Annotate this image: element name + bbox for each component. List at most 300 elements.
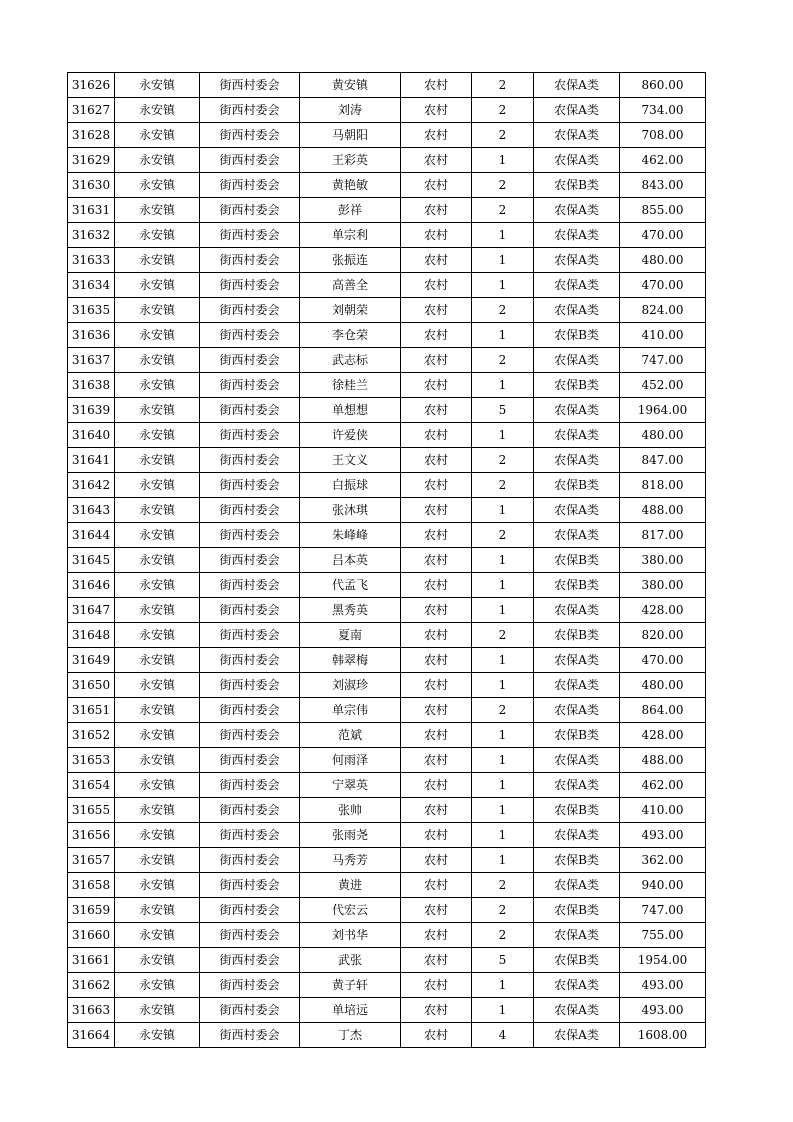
- row-id-cell: 31642: [68, 473, 115, 498]
- town-cell: 永安镇: [115, 373, 200, 398]
- name-cell: 张雨尧: [300, 823, 401, 848]
- area-type-cell: 农村: [401, 698, 472, 723]
- town-cell: 永安镇: [115, 398, 200, 423]
- table-row: [68, 223, 706, 248]
- area-type-cell: 农村: [401, 723, 472, 748]
- area-type-cell: 农村: [401, 973, 472, 998]
- village-committee-cell: 街西村委会: [200, 98, 300, 123]
- area-type-cell: 农村: [401, 348, 472, 373]
- category-cell: 农保B类: [534, 323, 620, 348]
- amount-cell: 410.00: [620, 798, 706, 823]
- table-row: [68, 523, 706, 548]
- table-row: [68, 473, 706, 498]
- household-count-cell: 2: [472, 473, 534, 498]
- area-type-cell: 农村: [401, 923, 472, 948]
- row-id-cell: 31645: [68, 548, 115, 573]
- amount-cell: 818.00: [620, 473, 706, 498]
- row-id-cell: 31663: [68, 998, 115, 1023]
- table-row: [68, 648, 706, 673]
- name-cell: 单想想: [300, 398, 401, 423]
- name-cell: 刘书华: [300, 923, 401, 948]
- name-cell: 马秀芳: [300, 848, 401, 873]
- household-count-cell: 1: [472, 548, 534, 573]
- town-cell: 永安镇: [115, 298, 200, 323]
- household-count-cell: 5: [472, 398, 534, 423]
- town-cell: 永安镇: [115, 473, 200, 498]
- table-row: [68, 748, 706, 773]
- name-cell: 刘朝荣: [300, 298, 401, 323]
- amount-cell: 755.00: [620, 923, 706, 948]
- area-type-cell: 农村: [401, 798, 472, 823]
- table-row: [68, 248, 706, 273]
- area-type-cell: 农村: [401, 523, 472, 548]
- table-row: [68, 598, 706, 623]
- amount-cell: 493.00: [620, 973, 706, 998]
- household-count-cell: 1: [472, 273, 534, 298]
- table-row: [68, 848, 706, 873]
- row-id-cell: 31631: [68, 198, 115, 223]
- table-row: [68, 148, 706, 173]
- amount-cell: 480.00: [620, 248, 706, 273]
- town-cell: 永安镇: [115, 423, 200, 448]
- town-cell: 永安镇: [115, 773, 200, 798]
- category-cell: 农保A类: [534, 923, 620, 948]
- town-cell: 永安镇: [115, 673, 200, 698]
- category-cell: 农保B类: [534, 373, 620, 398]
- name-cell: 韩翠梅: [300, 648, 401, 673]
- category-cell: 农保A类: [534, 348, 620, 373]
- town-cell: 永安镇: [115, 973, 200, 998]
- town-cell: 永安镇: [115, 348, 200, 373]
- amount-cell: 428.00: [620, 723, 706, 748]
- category-cell: 农保A类: [534, 523, 620, 548]
- household-count-cell: 1: [472, 498, 534, 523]
- village-committee-cell: 街西村委会: [200, 948, 300, 973]
- row-id-cell: 31632: [68, 223, 115, 248]
- area-type-cell: 农村: [401, 73, 472, 98]
- household-count-cell: 1: [472, 248, 534, 273]
- village-committee-cell: 街西村委会: [200, 898, 300, 923]
- name-cell: 单宗利: [300, 223, 401, 248]
- table-row: [68, 573, 706, 598]
- row-id-cell: 31630: [68, 173, 115, 198]
- village-committee-cell: 街西村委会: [200, 723, 300, 748]
- row-id-cell: 31636: [68, 323, 115, 348]
- row-id-cell: 31635: [68, 298, 115, 323]
- category-cell: 农保B类: [534, 548, 620, 573]
- town-cell: 永安镇: [115, 523, 200, 548]
- table-row: [68, 298, 706, 323]
- village-committee-cell: 街西村委会: [200, 173, 300, 198]
- name-cell: 吕本英: [300, 548, 401, 573]
- amount-cell: 462.00: [620, 773, 706, 798]
- category-cell: 农保A类: [534, 1023, 620, 1048]
- category-cell: 农保A类: [534, 273, 620, 298]
- name-cell: 宁翠英: [300, 773, 401, 798]
- table-row: [68, 1023, 706, 1048]
- village-committee-cell: 街西村委会: [200, 823, 300, 848]
- amount-cell: 470.00: [620, 273, 706, 298]
- table-row: [68, 998, 706, 1023]
- town-cell: 永安镇: [115, 823, 200, 848]
- household-count-cell: 1: [472, 823, 534, 848]
- name-cell: 黄进: [300, 873, 401, 898]
- row-id-cell: 31659: [68, 898, 115, 923]
- amount-cell: 864.00: [620, 698, 706, 723]
- village-committee-cell: 街西村委会: [200, 123, 300, 148]
- table-row: [68, 673, 706, 698]
- town-cell: 永安镇: [115, 998, 200, 1023]
- town-cell: 永安镇: [115, 98, 200, 123]
- household-count-cell: 1: [472, 973, 534, 998]
- table-row: [68, 348, 706, 373]
- village-committee-cell: 街西村委会: [200, 798, 300, 823]
- name-cell: 范斌: [300, 723, 401, 748]
- amount-cell: 1954.00: [620, 948, 706, 973]
- town-cell: 永安镇: [115, 798, 200, 823]
- amount-cell: 380.00: [620, 548, 706, 573]
- category-cell: 农保A类: [534, 448, 620, 473]
- row-id-cell: 31648: [68, 623, 115, 648]
- village-committee-cell: 街西村委会: [200, 598, 300, 623]
- town-cell: 永安镇: [115, 623, 200, 648]
- amount-cell: 470.00: [620, 223, 706, 248]
- table-row: [68, 273, 706, 298]
- table-row: [68, 373, 706, 398]
- household-count-cell: 1: [472, 673, 534, 698]
- amount-cell: 1608.00: [620, 1023, 706, 1048]
- category-cell: 农保A类: [534, 423, 620, 448]
- town-cell: 永安镇: [115, 698, 200, 723]
- amount-cell: 493.00: [620, 998, 706, 1023]
- area-type-cell: 农村: [401, 98, 472, 123]
- amount-cell: 940.00: [620, 873, 706, 898]
- table-row: [68, 623, 706, 648]
- table-row: [68, 398, 706, 423]
- row-id-cell: 31638: [68, 373, 115, 398]
- table-row: [68, 448, 706, 473]
- household-count-cell: 2: [472, 873, 534, 898]
- name-cell: 武张: [300, 948, 401, 973]
- area-type-cell: 农村: [401, 423, 472, 448]
- table-row: [68, 123, 706, 148]
- town-cell: 永安镇: [115, 848, 200, 873]
- name-cell: 王文义: [300, 448, 401, 473]
- row-id-cell: 31639: [68, 398, 115, 423]
- category-cell: 农保A类: [534, 648, 620, 673]
- town-cell: 永安镇: [115, 898, 200, 923]
- area-type-cell: 农村: [401, 598, 472, 623]
- row-id-cell: 31654: [68, 773, 115, 798]
- table-row: [68, 498, 706, 523]
- village-committee-cell: 街西村委会: [200, 1023, 300, 1048]
- category-cell: 农保A类: [534, 223, 620, 248]
- row-id-cell: 31644: [68, 523, 115, 548]
- household-count-cell: 2: [472, 923, 534, 948]
- name-cell: 张沐琪: [300, 498, 401, 523]
- name-cell: 黑秀英: [300, 598, 401, 623]
- household-count-cell: 1: [472, 773, 534, 798]
- row-id-cell: 31661: [68, 948, 115, 973]
- village-committee-cell: 街西村委会: [200, 148, 300, 173]
- household-count-cell: 2: [472, 523, 534, 548]
- data-table: [67, 72, 706, 1048]
- amount-cell: 824.00: [620, 298, 706, 323]
- table-row: [68, 898, 706, 923]
- town-cell: 永安镇: [115, 873, 200, 898]
- household-count-cell: 1: [472, 998, 534, 1023]
- category-cell: 农保A类: [534, 673, 620, 698]
- town-cell: 永安镇: [115, 723, 200, 748]
- town-cell: 永安镇: [115, 198, 200, 223]
- amount-cell: 410.00: [620, 323, 706, 348]
- table-row: [68, 773, 706, 798]
- village-committee-cell: 街西村委会: [200, 573, 300, 598]
- name-cell: 代孟飞: [300, 573, 401, 598]
- household-count-cell: 1: [472, 323, 534, 348]
- amount-cell: 747.00: [620, 898, 706, 923]
- category-cell: 农保A类: [534, 498, 620, 523]
- village-committee-cell: 街西村委会: [200, 873, 300, 898]
- household-count-cell: 2: [472, 98, 534, 123]
- row-id-cell: 31653: [68, 748, 115, 773]
- household-count-cell: 2: [472, 198, 534, 223]
- household-count-cell: 2: [472, 698, 534, 723]
- name-cell: 武志标: [300, 348, 401, 373]
- name-cell: 高善全: [300, 273, 401, 298]
- category-cell: 农保A类: [534, 248, 620, 273]
- village-committee-cell: 街西村委会: [200, 248, 300, 273]
- village-committee-cell: 街西村委会: [200, 748, 300, 773]
- area-type-cell: 农村: [401, 373, 472, 398]
- household-count-cell: 2: [472, 348, 534, 373]
- name-cell: 刘淑珍: [300, 673, 401, 698]
- town-cell: 永安镇: [115, 123, 200, 148]
- category-cell: 农保A类: [534, 773, 620, 798]
- amount-cell: 860.00: [620, 73, 706, 98]
- village-committee-cell: 街西村委会: [200, 348, 300, 373]
- household-count-cell: 1: [472, 848, 534, 873]
- town-cell: 永安镇: [115, 1023, 200, 1048]
- amount-cell: 362.00: [620, 848, 706, 873]
- village-committee-cell: 街西村委会: [200, 623, 300, 648]
- row-id-cell: 31627: [68, 98, 115, 123]
- name-cell: 丁杰: [300, 1023, 401, 1048]
- category-cell: 农保A类: [534, 398, 620, 423]
- town-cell: 永安镇: [115, 923, 200, 948]
- household-count-cell: 1: [472, 723, 534, 748]
- town-cell: 永安镇: [115, 273, 200, 298]
- village-committee-cell: 街西村委会: [200, 998, 300, 1023]
- category-cell: 农保A类: [534, 698, 620, 723]
- category-cell: 农保A类: [534, 873, 620, 898]
- table-row: [68, 923, 706, 948]
- table-row: [68, 823, 706, 848]
- name-cell: 张振连: [300, 248, 401, 273]
- household-count-cell: 2: [472, 623, 534, 648]
- category-cell: 农保B类: [534, 948, 620, 973]
- household-count-cell: 1: [472, 223, 534, 248]
- name-cell: 代宏云: [300, 898, 401, 923]
- row-id-cell: 31640: [68, 423, 115, 448]
- village-committee-cell: 街西村委会: [200, 448, 300, 473]
- household-count-cell: 5: [472, 948, 534, 973]
- amount-cell: 480.00: [620, 423, 706, 448]
- row-id-cell: 31658: [68, 873, 115, 898]
- row-id-cell: 31647: [68, 598, 115, 623]
- amount-cell: 820.00: [620, 623, 706, 648]
- amount-cell: 817.00: [620, 523, 706, 548]
- area-type-cell: 农村: [401, 848, 472, 873]
- area-type-cell: 农村: [401, 398, 472, 423]
- name-cell: 黄艳敏: [300, 173, 401, 198]
- amount-cell: 488.00: [620, 498, 706, 523]
- category-cell: 农保B类: [534, 848, 620, 873]
- village-committee-cell: 街西村委会: [200, 273, 300, 298]
- category-cell: 农保A类: [534, 973, 620, 998]
- town-cell: 永安镇: [115, 648, 200, 673]
- village-committee-cell: 街西村委会: [200, 648, 300, 673]
- name-cell: 单宗伟: [300, 698, 401, 723]
- name-cell: 夏南: [300, 623, 401, 648]
- row-id-cell: 31649: [68, 648, 115, 673]
- amount-cell: 452.00: [620, 373, 706, 398]
- village-committee-cell: 街西村委会: [200, 923, 300, 948]
- name-cell: 许爱侠: [300, 423, 401, 448]
- row-id-cell: 31656: [68, 823, 115, 848]
- amount-cell: 488.00: [620, 748, 706, 773]
- village-committee-cell: 街西村委会: [200, 198, 300, 223]
- town-cell: 永安镇: [115, 748, 200, 773]
- area-type-cell: 农村: [401, 748, 472, 773]
- amount-cell: 470.00: [620, 648, 706, 673]
- household-count-cell: 1: [472, 373, 534, 398]
- name-cell: 何雨泽: [300, 748, 401, 773]
- table-row: [68, 973, 706, 998]
- household-count-cell: 2: [472, 173, 534, 198]
- village-committee-cell: 街西村委会: [200, 773, 300, 798]
- household-count-cell: 1: [472, 798, 534, 823]
- row-id-cell: 31634: [68, 273, 115, 298]
- amount-cell: 843.00: [620, 173, 706, 198]
- area-type-cell: 农村: [401, 623, 472, 648]
- row-id-cell: 31641: [68, 448, 115, 473]
- town-cell: 永安镇: [115, 173, 200, 198]
- category-cell: 农保A类: [534, 148, 620, 173]
- village-committee-cell: 街西村委会: [200, 523, 300, 548]
- table-row: [68, 548, 706, 573]
- village-committee-cell: 街西村委会: [200, 373, 300, 398]
- amount-cell: 493.00: [620, 823, 706, 848]
- name-cell: 彭祥: [300, 198, 401, 223]
- table-row: [68, 698, 706, 723]
- name-cell: 王彩英: [300, 148, 401, 173]
- name-cell: 徐桂兰: [300, 373, 401, 398]
- amount-cell: 847.00: [620, 448, 706, 473]
- category-cell: 农保B类: [534, 573, 620, 598]
- table-row: [68, 323, 706, 348]
- village-committee-cell: 街西村委会: [200, 423, 300, 448]
- category-cell: 农保B类: [534, 173, 620, 198]
- area-type-cell: 农村: [401, 298, 472, 323]
- row-id-cell: 31660: [68, 923, 115, 948]
- table-row: [68, 723, 706, 748]
- category-cell: 农保B类: [534, 623, 620, 648]
- town-cell: 永安镇: [115, 248, 200, 273]
- village-committee-cell: 街西村委会: [200, 323, 300, 348]
- category-cell: 农保B类: [534, 473, 620, 498]
- row-id-cell: 31637: [68, 348, 115, 373]
- town-cell: 永安镇: [115, 448, 200, 473]
- household-count-cell: 2: [472, 448, 534, 473]
- area-type-cell: 农村: [401, 873, 472, 898]
- category-cell: 农保B类: [534, 723, 620, 748]
- household-count-cell: 2: [472, 898, 534, 923]
- area-type-cell: 农村: [401, 448, 472, 473]
- town-cell: 永安镇: [115, 598, 200, 623]
- village-committee-cell: 街西村委会: [200, 498, 300, 523]
- town-cell: 永安镇: [115, 73, 200, 98]
- row-id-cell: 31626: [68, 73, 115, 98]
- row-id-cell: 31650: [68, 673, 115, 698]
- area-type-cell: 农村: [401, 1023, 472, 1048]
- town-cell: 永安镇: [115, 498, 200, 523]
- row-id-cell: 31652: [68, 723, 115, 748]
- area-type-cell: 农村: [401, 673, 472, 698]
- village-committee-cell: 街西村委会: [200, 73, 300, 98]
- category-cell: 农保A类: [534, 123, 620, 148]
- household-count-cell: 1: [472, 598, 534, 623]
- amount-cell: 462.00: [620, 148, 706, 173]
- amount-cell: 747.00: [620, 348, 706, 373]
- household-count-cell: 2: [472, 73, 534, 98]
- row-id-cell: 31633: [68, 248, 115, 273]
- amount-cell: 855.00: [620, 198, 706, 223]
- area-type-cell: 农村: [401, 198, 472, 223]
- area-type-cell: 农村: [401, 223, 472, 248]
- area-type-cell: 农村: [401, 648, 472, 673]
- category-cell: 农保B类: [534, 898, 620, 923]
- row-id-cell: 31664: [68, 1023, 115, 1048]
- household-count-cell: 1: [472, 423, 534, 448]
- area-type-cell: 农村: [401, 498, 472, 523]
- table-row: [68, 198, 706, 223]
- town-cell: 永安镇: [115, 148, 200, 173]
- category-cell: 农保A类: [534, 823, 620, 848]
- row-id-cell: 31655: [68, 798, 115, 823]
- household-count-cell: 1: [472, 148, 534, 173]
- row-id-cell: 31643: [68, 498, 115, 523]
- category-cell: 农保A类: [534, 98, 620, 123]
- area-type-cell: 农村: [401, 323, 472, 348]
- name-cell: 单培远: [300, 998, 401, 1023]
- name-cell: 李仓荣: [300, 323, 401, 348]
- town-cell: 永安镇: [115, 573, 200, 598]
- area-type-cell: 农村: [401, 473, 472, 498]
- amount-cell: 1964.00: [620, 398, 706, 423]
- category-cell: 农保A类: [534, 73, 620, 98]
- category-cell: 农保A类: [534, 748, 620, 773]
- table-row: [68, 73, 706, 98]
- name-cell: 黄子轩: [300, 973, 401, 998]
- village-committee-cell: 街西村委会: [200, 848, 300, 873]
- area-type-cell: 农村: [401, 123, 472, 148]
- name-cell: 黄安镇: [300, 73, 401, 98]
- area-type-cell: 农村: [401, 548, 472, 573]
- town-cell: 永安镇: [115, 548, 200, 573]
- household-count-cell: 1: [472, 573, 534, 598]
- village-committee-cell: 街西村委会: [200, 973, 300, 998]
